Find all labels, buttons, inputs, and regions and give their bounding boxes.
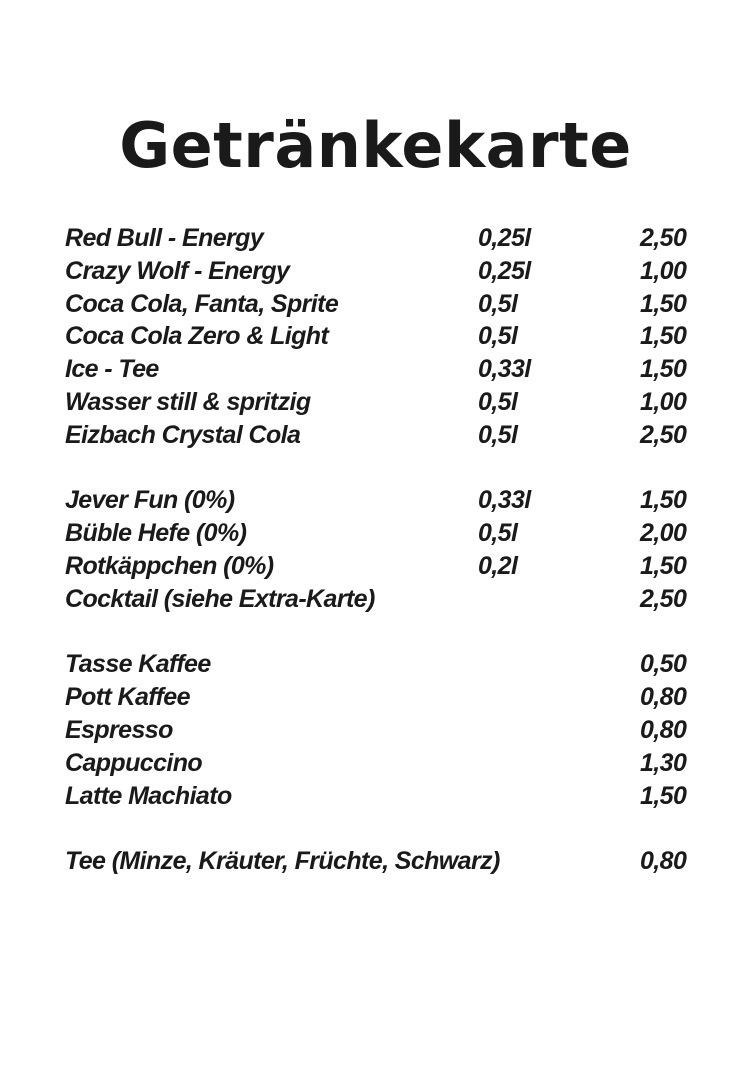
- menu-group-coffee: [0, 648, 751, 812]
- menu-item: [0, 583, 751, 616]
- item-size: 0,25l: [478, 224, 531, 252]
- item-size: 0,5l: [478, 289, 518, 318]
- menu-item: [0, 419, 751, 452]
- item-price: 1,50: [640, 322, 687, 351]
- item-price: 0,50: [640, 650, 687, 679]
- item-price: 1,50: [640, 289, 687, 318]
- item-size: 0,2l: [478, 551, 518, 580]
- item-price: 1,30: [640, 748, 687, 777]
- menu-item: [0, 681, 751, 714]
- item-price: 2,50: [640, 420, 687, 449]
- item-price: 0,80: [640, 683, 687, 712]
- item-price: 0,80: [640, 847, 687, 876]
- menu-item: [0, 714, 751, 747]
- item-price: 2,50: [640, 224, 687, 252]
- item-price: 1,50: [640, 355, 687, 384]
- menu-item: [0, 320, 751, 353]
- item-price: 1,50: [640, 551, 687, 580]
- item-price: 1,00: [640, 387, 687, 416]
- item-price: 2,00: [640, 519, 687, 548]
- item-name: Latte Machiato: [65, 781, 232, 810]
- item-size: 0,33l: [478, 355, 531, 384]
- menu-item: [0, 222, 751, 255]
- menu-group-tea: [0, 845, 751, 878]
- item-name: Ice - Tee: [65, 355, 159, 384]
- item-size: 0,5l: [478, 322, 518, 351]
- item-price: 1,50: [640, 486, 687, 515]
- item-name: Coca Cola, Fanta, Sprite: [65, 289, 339, 318]
- menu-item: [0, 255, 751, 288]
- item-size: 0,5l: [478, 519, 518, 548]
- drinks-menu: [0, 222, 751, 911]
- menu-item: [0, 550, 751, 583]
- item-price: 1,50: [640, 781, 687, 810]
- menu-item: [0, 288, 751, 321]
- item-name: Crazy Wolf - Energy: [65, 256, 290, 285]
- item-size: 0,33l: [478, 486, 531, 515]
- item-name: Pott Kaffee: [65, 683, 190, 712]
- item-name: Tasse Kaffee: [65, 650, 211, 679]
- item-name: Coca Cola Zero & Light: [65, 322, 329, 351]
- item-name: Wasser still & spritzig: [65, 387, 311, 416]
- item-name: Tee (Minze, Kräuter, Früchte, Schwarz): [65, 847, 500, 876]
- item-size: 0,25l: [478, 256, 531, 285]
- menu-item: [0, 353, 751, 386]
- menu-item: [0, 648, 751, 681]
- item-name: Jever Fun (0%): [65, 486, 235, 515]
- menu-item: [0, 484, 751, 517]
- menu-item: [0, 780, 751, 813]
- item-name: Eizbach Crystal Cola: [65, 420, 301, 449]
- menu-item: [0, 747, 751, 780]
- item-price: 2,50: [640, 584, 687, 613]
- menu-item: [0, 845, 751, 878]
- item-name: Rotkäppchen (0%): [65, 551, 274, 580]
- item-name: Espresso: [65, 715, 173, 744]
- menu-item: [0, 517, 751, 550]
- page-title: Getränkekarte: [119, 109, 632, 182]
- menu-group-softdrinks: [0, 222, 751, 452]
- item-size: 0,5l: [478, 387, 518, 416]
- item-name: Büble Hefe (0%): [65, 519, 247, 548]
- item-size: 0,5l: [478, 420, 518, 449]
- item-name: Cocktail (siehe Extra-Karte): [65, 584, 375, 613]
- item-price: 1,00: [640, 256, 687, 285]
- menu-group-alcohol-free: [0, 484, 751, 615]
- menu-item: [0, 386, 751, 419]
- item-name: Red Bull - Energy: [65, 224, 264, 252]
- item-price: 0,80: [640, 715, 687, 744]
- item-name: Cappuccino: [65, 748, 203, 777]
